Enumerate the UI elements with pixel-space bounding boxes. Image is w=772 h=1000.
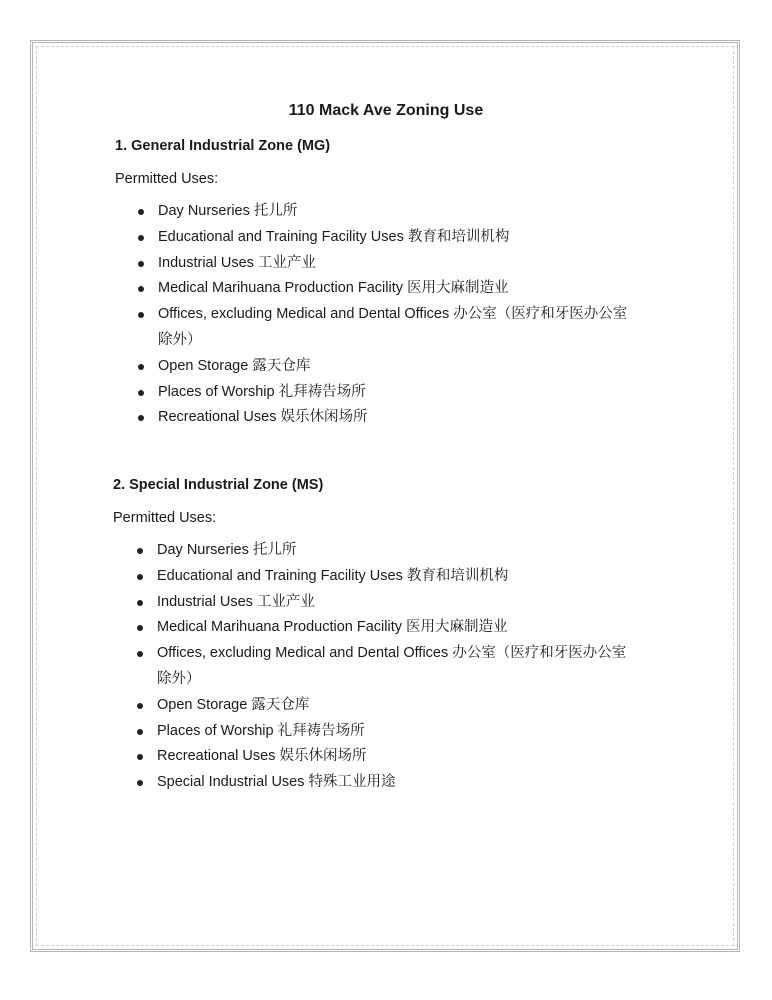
document-title: 110 Mack Ave Zoning Use — [288, 102, 484, 119]
list-item: Day Nurseries 托儿所 — [136, 199, 636, 225]
list-item: Places of Worship 礼拜祷告场所 — [135, 719, 635, 745]
list-item: Educational and Training Facility Uses 教育和培训机构 — [136, 225, 636, 251]
list-item: Day Nurseries 托儿所 — [135, 538, 635, 564]
permitted-uses-label: Permitted Uses: — [115, 171, 219, 187]
zone-heading-general-industrial: 1. General Industrial Zone (MG) — [115, 138, 331, 154]
list-item: Recreational Uses 娱乐休闲场所 — [135, 744, 635, 770]
list-item: Offices, excluding Medical and Dental Offices 办公室（医疗和牙医办公室除外） — [135, 641, 635, 693]
permitted-uses-list-general-industrial — [136, 199, 636, 431]
list-item: Offices, excluding Medical and Dental Offices 办公室（医疗和牙医办公室除外） — [136, 302, 636, 354]
list-item: Medical Marihuana Production Facility 医用大麻制造业 — [135, 615, 635, 641]
list-item: Recreational Uses 娱乐休闲场所 — [136, 405, 636, 431]
list-item: Places of Worship 礼拜祷告场所 — [136, 380, 636, 406]
list-item: Open Storage 露天仓库 — [135, 693, 635, 719]
permitted-uses-list-special-industrial — [135, 538, 635, 796]
list-item: Special Industrial Uses 特殊工业用途 — [135, 770, 635, 796]
list-item: Industrial Uses 工业产业 — [135, 590, 635, 616]
permitted-uses-label: Permitted Uses: — [113, 510, 217, 526]
list-item: Open Storage 露天仓库 — [136, 354, 636, 380]
list-item: Educational and Training Facility Uses 教育和培训机构 — [135, 564, 635, 590]
zone-heading-special-industrial: 2. Special Industrial Zone (MS) — [113, 477, 324, 493]
list-item: Industrial Uses 工业产业 — [136, 251, 636, 277]
list-item: Medical Marihuana Production Facility 医用大麻制造业 — [136, 276, 636, 302]
